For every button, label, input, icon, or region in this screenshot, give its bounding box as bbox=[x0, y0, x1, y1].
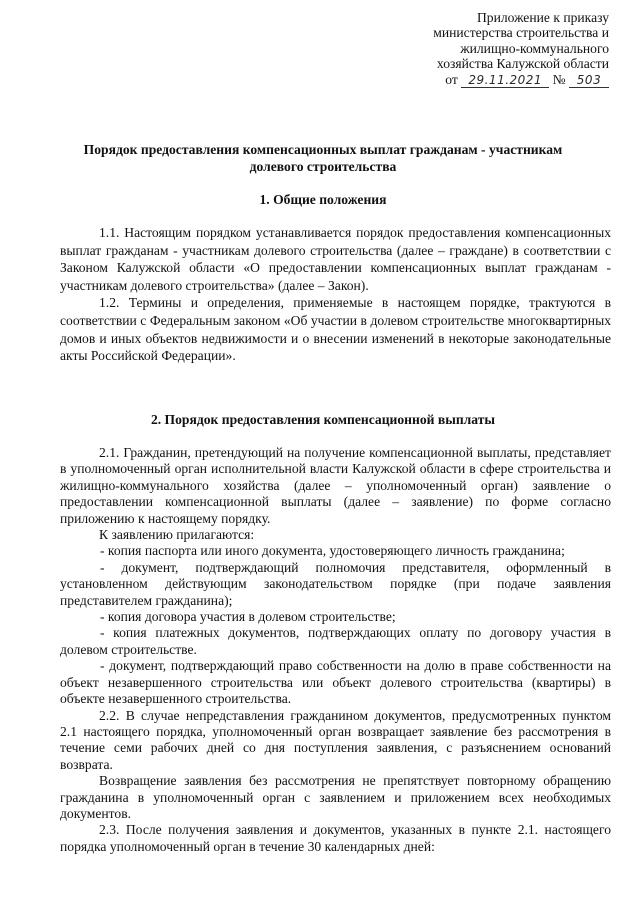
attachment-item: - копия паспорта или иного документа, удостоверяющего личность гражданина; bbox=[100, 543, 565, 559]
annex-note bbox=[395, 10, 609, 88]
date-field bbox=[461, 73, 549, 88]
annex-line-4: хозяйства Калужской области bbox=[436, 56, 609, 72]
paragraph-2-3: 2.3. После получения заявления и документов, указанных в пункте 2.1. настоящего порядка уполномоченный орган в течение 30 календарных дней: bbox=[60, 822, 611, 854]
number-sign: № bbox=[552, 71, 566, 87]
section-1-body bbox=[60, 224, 611, 365]
handwritten-date: 29.11.2021 bbox=[468, 72, 543, 87]
number-field bbox=[569, 73, 609, 88]
attachments-intro: К заявлению прилагаются: bbox=[99, 527, 255, 543]
attachment-item: - документ, подтверждающий право собственности на долю в праве собственности на объект незавершенного строительства или объект долевого строительства (квартиры) в объекте незавершенного строительства. bbox=[60, 658, 611, 707]
annex-line-2: министерства строительства и bbox=[433, 25, 609, 41]
attachment-item: - копия договора участия в долевом строительстве; bbox=[100, 609, 396, 625]
annex-line-3: жилищно-коммунального bbox=[460, 40, 609, 56]
section-1-heading: 1. Общие положения bbox=[259, 192, 387, 207]
paragraph-1-2: 1.2. Термины и определения, применяемые в настоящем порядке, трактуются в соответствии с Федеральным законом «Об участии в долевом строительстве многоквартирных домов и иных объектов недвижимости и о внесении изменений в некоторые законодательные акты Российской Федерации». bbox=[60, 295, 611, 364]
section-2-heading: 2. Порядок предоставления компенсационной выплаты bbox=[150, 412, 496, 427]
paragraph-2-2: 2.2. В случае непредставления гражданином документов, предусмотренных пунктом 2.1 настоящего порядка, уполномоченный орган возвращает заявление без рассмотрения в течение семи рабочих дней со дня поступления заявления, с разъяснением оснований возврата. bbox=[60, 707, 611, 772]
paragraph-return: Возвращение заявления без рассмотрения не препятствует повторному обращению гражданина в уполномоченный орган с заявлением и приложением всех необходимых документов. bbox=[60, 773, 611, 821]
paragraph-1-1: 1.1. Настоящим порядком устанавливается порядок предоставления компенсационных выплат гражданам - участникам долевого строительства (далее – граждане) в соответствии с Законом Калужской области «О предоставлении компенсационных выплат гражданам - участникам долевого строительства» (далее – Закон). bbox=[60, 225, 611, 293]
paragraph-2-1: 2.1. Гражданин, претендующий на получение компенсационной выплаты, представляет в уполномоченный орган исполнительной власти Калужской области в сфере строительства и жилищно-коммунального хозяйства (далее – уполномоченный орган) заявление о предоставлении компенсационной выплаты (далее – заявление) по форме согласно приложению к настоящему порядку. bbox=[60, 445, 611, 526]
annex-line-1: Приложение к приказу bbox=[476, 10, 609, 25]
attachment-item: - документ, подтверждающий полномочия представителя, оформленный в установленном действующим законодательством порядке (при подаче заявления представителем гражданина); bbox=[60, 559, 611, 608]
date-prefix: от bbox=[445, 71, 458, 87]
section-2-body bbox=[60, 445, 611, 855]
annex-date-line bbox=[395, 72, 609, 88]
attachment-item: - копия платежных документов, подтверждающих оплату по договору участия в долевом строительстве. bbox=[60, 625, 611, 657]
handwritten-number: 503 bbox=[576, 72, 602, 87]
document-title: Порядок предоставления компенсационных выплат гражданам - участникам долевого строительства bbox=[83, 142, 563, 174]
